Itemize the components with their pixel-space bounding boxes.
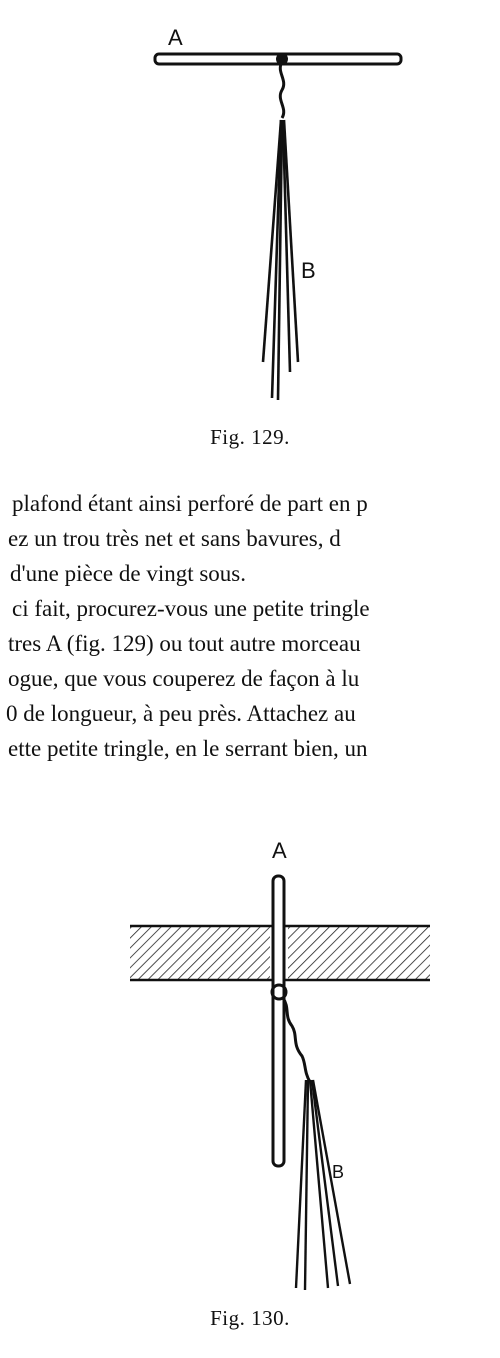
text-line: ci fait, procurez-vous une petite tringle — [12, 596, 370, 621]
hanging-strands — [296, 1080, 350, 1290]
text-line: d'une pièce de vingt sous. — [10, 561, 247, 586]
figure-129 — [0, 0, 500, 460]
text-line: 0 de longueur, à peu près. Attachez au — [6, 701, 356, 726]
figure-caption: Fig. 130. — [210, 1306, 290, 1330]
text-line: ogue, que vous couperez de façon à lu — [8, 666, 360, 691]
text-line: ette petite tringle, en le serrant bien, un — [8, 736, 368, 761]
label-b: B — [301, 258, 316, 283]
label-b: B — [332, 1162, 345, 1182]
figure-130 — [0, 830, 500, 1358]
label-a: A — [272, 838, 287, 863]
rod — [273, 876, 284, 1166]
hanging-strands — [263, 120, 298, 400]
text-line: plafond étant ainsi perforé de part en p — [12, 491, 368, 516]
text-line: ez un trou très net et sans bavures, d — [8, 526, 341, 551]
text-line: tres A (fig. 129) ou tout autre morceau — [8, 631, 361, 656]
figure-caption: Fig. 129. — [210, 425, 290, 449]
figure-129-drawing — [0, 0, 500, 430]
twisted-cord — [280, 62, 283, 118]
body-text — [0, 486, 500, 766]
twisted-cord — [283, 998, 310, 1082]
figure-130-drawing — [0, 830, 500, 1300]
label-a: A — [168, 25, 183, 50]
